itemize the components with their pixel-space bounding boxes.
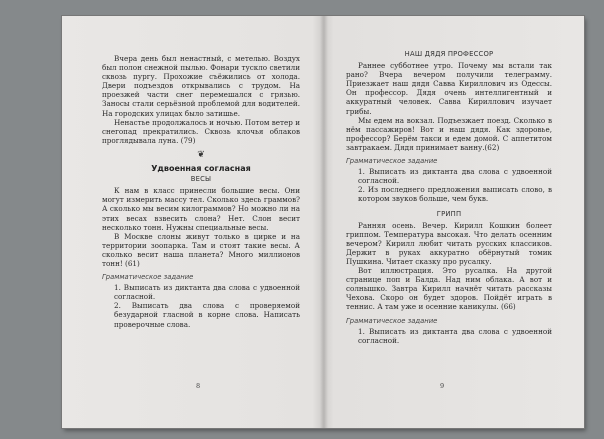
section-title: Удвоенная согласная [151, 164, 251, 174]
story-title: ГРИПП [436, 209, 462, 218]
paragraph: Ранняя осень. Вечер. Кирилл Кошкин болеет гриппом. Температура высокая. Что делать осенним вечером? Кирилл любит читать русских классиков. Держит в руках аккуратно обёрнутый томик Пушкина. Читает сказку про русалку. [346, 220, 552, 266]
paragraph: Ненастье продолжалось и ночью. Потом ветер и снегопад прекратились. Сквозь клочья облаков проглядывала луна. (79) [102, 117, 300, 145]
task-list [346, 167, 552, 203]
paragraph: Вчера день был ненастный, с метелью. Воздух был полон снежной пылью. Фонари тускло светили сквозь пургу. Прохожие съёжились от холода. Двери подъездов открывались с трудом. На проезжей части снег перемешался с грязью. Заносы стали серьёзной проблемой для водителей. На городских улицах было затишье. [102, 54, 300, 118]
story-title: НАШ ДЯДЯ ПРОФЕССОР [404, 50, 494, 58]
open-book [62, 16, 584, 428]
paragraph: Мы едем на вокзал. Подъезжает поезд. Сколько в нём пассажиров! Вот и наш дядя. Как здоровье, профессор? Берём такси и едем домой. С аппетитом завтракаем. Дядя принимает ванну.(62) [346, 115, 552, 152]
task-item: 1. Выписать из диктанта два слова с удвоенной согласной. [114, 283, 300, 302]
task-header: Грамматическое задание [346, 316, 438, 325]
task-list [102, 283, 300, 328]
paragraph: К нам в класс принесли большие весы. Они могут измерить массу тел. Сколько здесь граммов? А сколько мы весим килограммов? Но можно ли на этих весах взвесить слона? Нет. Слон весит несколько тонн. Нужны специальные весы. [102, 186, 300, 232]
paragraph: В Москве слоны живут только в цирке и на территории зоопарка. Там и стоят такие весы. А сколько весит наша планета? Много миллионов тонн! (61) [102, 231, 300, 268]
paragraph: Раннее субботнее утро. Почему мы встали так рано? Вчера вечером получили телеграмму. Приезжает наш дядя Савва Кириллович из Одессы. Он профессор. Дядя очень интеллигентный и аккуратный человек. Савва Кириллович изучает грибы. [346, 61, 552, 116]
right-page-text [346, 48, 552, 345]
task-list [346, 327, 552, 345]
task-header: Грамматическое задание [346, 157, 438, 166]
right-page [328, 16, 584, 428]
task-item: 2. Выписать два слова с проверяемой безударной гласной в корне слова. Написать проверочные слова. [114, 301, 300, 329]
task-header: Грамматическое задание [102, 273, 194, 282]
task-item: 2. Из последнего предложения выписать слово, в котором звуков больше, чем букв. [358, 185, 552, 204]
page-number: 9 [440, 382, 445, 390]
book-spine [320, 16, 328, 428]
left-page-text [102, 54, 300, 329]
task-item: 1. Выписать из диктанта два слова с удвоенной согласной. [358, 167, 552, 186]
page-number: 8 [196, 382, 201, 390]
left-page [62, 16, 320, 428]
ornament-icon: ❦ [197, 149, 205, 160]
task-item: 1. Выписать из диктанта два слова с удвоенной согласной. [358, 326, 552, 345]
paragraph: Вот иллюстрация. Это русалка. На другой странице поп и Балда. Над ним облака. А вот и солнышко. Завтра Кирилл начнёт читать рассказы Чехова. Скоро он будет здоров. Пойдёт играть в теннис. А там уже и осенние каникулы. (66) [346, 266, 552, 312]
story-title: ВЕСЫ [190, 175, 212, 184]
